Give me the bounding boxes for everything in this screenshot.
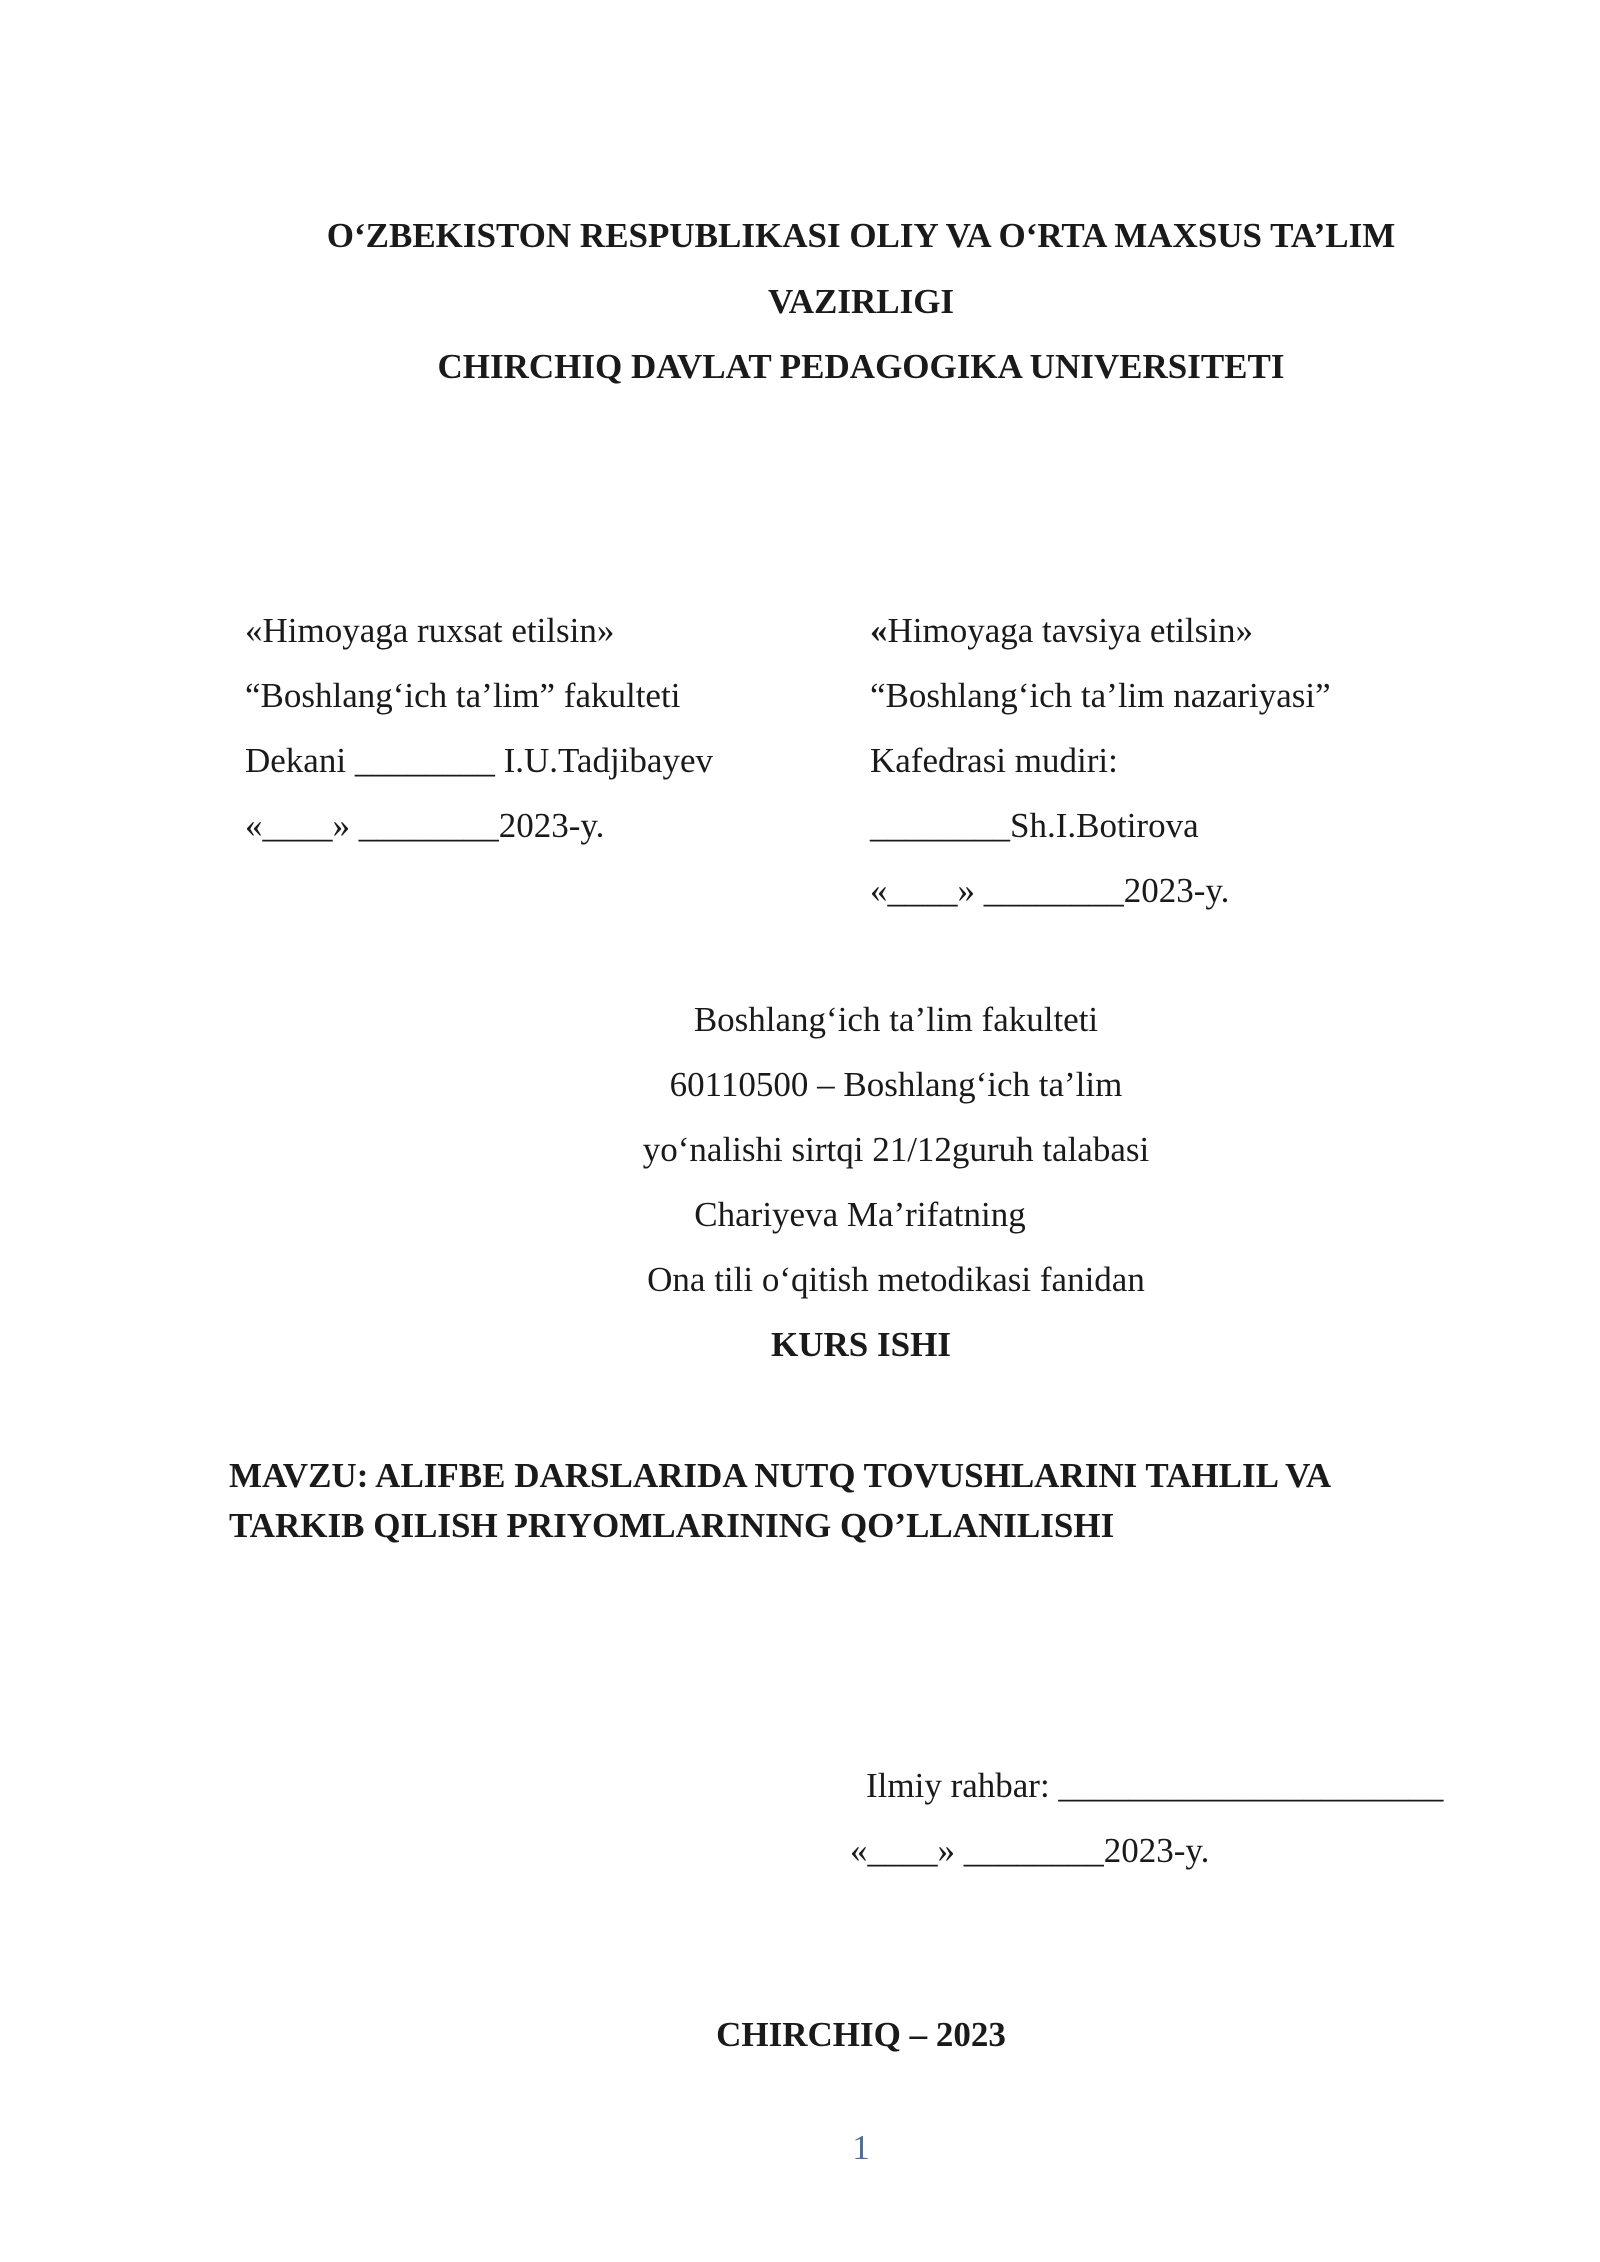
approval-right-line1-text: Himoyaga tavsiya etilsin»	[887, 611, 1253, 650]
approval-left-line3: Dekani ________ I.U.Tadjibayev	[245, 741, 713, 780]
approval-right-line5: «____» ________2023-y.	[870, 871, 1230, 910]
subject-name: Ona tili o‘qitish metodikasi fanidan	[647, 1260, 1145, 1299]
student-group: yo‘nalishi sirtqi 21/12guruh talabasi	[642, 1130, 1150, 1169]
ministry-title-line1: O‘ZBEKISTON RESPUBLIKASI OLIY VA O‘RTA MAXSUS TA’LIM	[326, 216, 1396, 255]
university-title: CHIRCHIQ DAVLAT PEDAGOGIKA UNIVERSITETI	[437, 347, 1285, 386]
page-number: 1	[852, 2128, 870, 2167]
student-faculty: Boshlang‘ich ta’lim fakulteti	[693, 1000, 1099, 1039]
approval-right-line2: “Boshlang‘ich ta’lim nazariyasi”	[870, 676, 1331, 715]
approval-right-line3: Kafedrasi mudiri:	[870, 741, 1118, 780]
approval-right-quote: «	[870, 611, 888, 650]
student-name: Chariyeva Ma’rifatning	[694, 1195, 1026, 1234]
topic-line2: TARKIB QILISH PRIYOMLARINING QO’LLANILISHI	[229, 1506, 1115, 1545]
approval-left-line4: «____» ________2023-y.	[245, 806, 605, 845]
approval-left-line1: «Himoyaga ruxsat etilsin»	[245, 611, 615, 650]
supervisor-date: «____» ________2023-y.	[850, 1831, 1210, 1870]
approval-right-line4: ________Sh.I.Botirova	[870, 806, 1199, 845]
student-specialty: 60110500 – Boshlang‘ich ta’lim	[669, 1065, 1123, 1104]
approval-right-line1	[870, 611, 1253, 651]
work-type-title: KURS ISHI	[771, 1325, 951, 1364]
ministry-title-line2: VAZIRLIGI	[767, 282, 955, 321]
city-year: CHIRCHIQ – 2023	[716, 2015, 1006, 2054]
supervisor-line: Ilmiy rahbar: ______________________	[866, 1766, 1444, 1805]
approval-left-line2: “Boshlang‘ich ta’lim” fakulteti	[245, 676, 681, 715]
topic-line1: MAVZU: ALIFBE DARSLARIDA NUTQ TOVUSHLARINI TAHLIL VA	[229, 1456, 1332, 1495]
